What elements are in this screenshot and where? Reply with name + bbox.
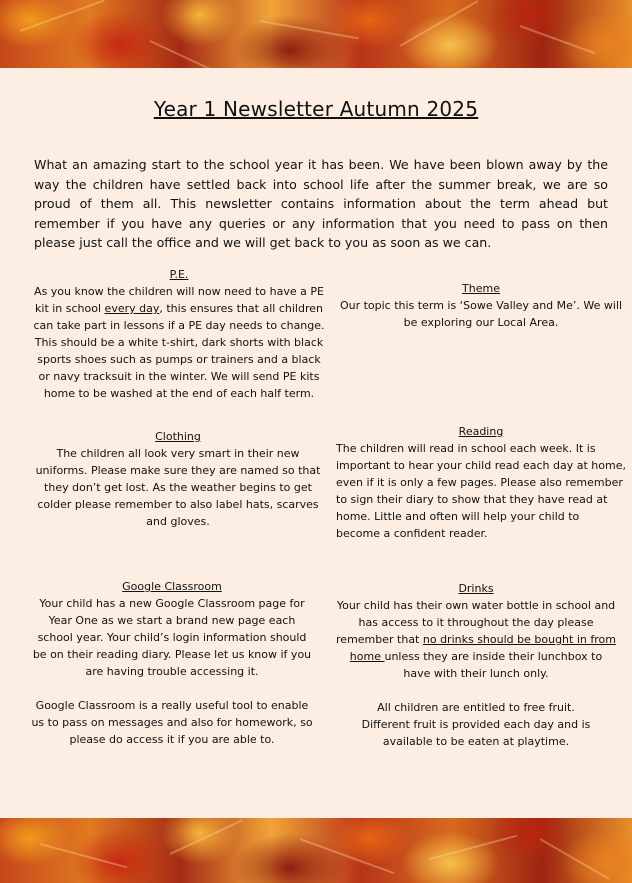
reading-section xyxy=(336,423,626,542)
drinks-text xyxy=(336,597,616,682)
google-classroom-heading: Google Classroom xyxy=(122,580,222,593)
fruit-text-2: Different fruit is provided each day and is available to be eaten at playtime. xyxy=(361,718,591,748)
clothing-heading: Clothing xyxy=(155,430,201,443)
theme-section xyxy=(336,280,626,331)
google-classroom-text-2: Google Classroom is a really useful tool to enable us to pass on messages and also for homework, so please do access it if you are able to. xyxy=(31,699,313,746)
clothing-text: The children all look very smart in their new uniforms. Please make sure they are named so that they don’t get lost. As the weather begins to get colder please remember to also label hats, scarves and gloves. xyxy=(35,447,321,528)
pe-emphasis: every day xyxy=(104,302,160,315)
autumn-leaves-header-banner xyxy=(0,0,632,68)
autumn-leaves-footer-banner xyxy=(0,818,632,883)
reading-text: The children will read in school each week. It is important to hear your child read each day at home, even if it is only a few pages. Please also remember to sign their diary to show that they have read at home. Little and often will help your child to become a confident reader. xyxy=(336,442,626,540)
google-classroom-text-1: Your child has a new Google Classroom page for Year One as we start a brand new page each school year. Your child’s login information should be on their reading diary. Please let us know if you are having trouble accessing it. xyxy=(32,597,312,678)
theme-heading: Theme xyxy=(462,282,500,295)
fruit-text-1: All children are entitled to free fruit. xyxy=(377,701,575,714)
google-classroom-section xyxy=(30,578,314,748)
pe-section xyxy=(33,266,325,402)
drinks-text-end: unless they are inside their lunchbox to have with their lunch only. xyxy=(384,650,603,680)
theme-text: Our topic this term is ‘Sowe Valley and Me’. We will be exploring our Local Area. xyxy=(339,299,623,329)
drinks-text-start: Your child has their own water bottle in school and has access to it throughout the day please remember that xyxy=(336,599,616,646)
drinks-heading: Drinks xyxy=(458,582,494,595)
pe-text-start: As you know the children will now need to have a PE kit in school xyxy=(34,285,324,315)
reading-heading: Reading xyxy=(458,425,504,438)
drinks-emphasis: no drinks should be bought in from home xyxy=(349,633,616,663)
newsletter-title: Year 1 Newsletter Autumn 2025 xyxy=(153,97,479,121)
clothing-section xyxy=(32,428,324,530)
pe-heading: P.E. xyxy=(169,268,189,281)
pe-text xyxy=(33,283,325,402)
pe-text-end: , this ensures that all children can take part in lessons if a PE day needs to change. This should be a white t-shirt, dark shorts with black sports shoes such as pumps or trainers and a black or navy tracksuit in the winter. We will send PE kits home to be washed at the end of each half term. xyxy=(33,302,325,400)
drinks-section xyxy=(336,580,616,750)
intro-paragraph: What an amazing start to the school year it has been. We have been blown away by the way the children have settled back into school life after the summer break, we are so proud of them all. This newsletter contains information about the term ahead but remember if you have any queries or any information that you need to pass on then please just call the office and we will get back to you as soon as we can. xyxy=(34,157,608,251)
